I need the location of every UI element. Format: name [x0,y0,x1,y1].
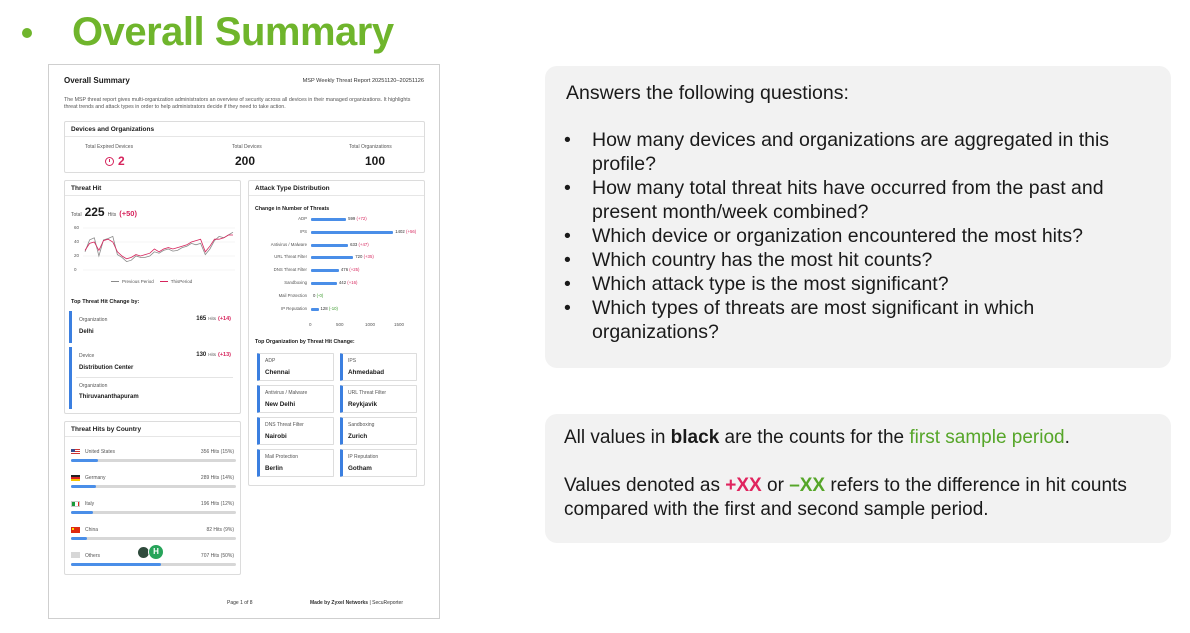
attack-value: 476 (+25) [340,267,360,273]
top-device-label: Device [79,353,95,359]
total-value: 225 [84,205,105,219]
country-name: Italy [85,501,95,507]
question-item: • How many total threat hits have occurred from the past and present month/week combined? [564,176,1154,224]
attack-org-card: ADP Chennai [257,353,334,381]
attack-x-axis [309,322,405,330]
question-item: • Which attack type is the most significant? [564,272,1154,296]
top-device-hits-label: Hits [208,352,216,357]
attack-bar [311,308,319,311]
top-org-hits-group [196,316,231,322]
bullet-dot [22,28,32,38]
country-value: 356 Hits (15%) [200,449,234,455]
notes-box [545,414,1171,543]
germany-flag-icon [71,475,80,481]
attack-type-label: Sandboxing [284,280,307,285]
y-tick: 20 [74,253,80,258]
top-device-hits: 130 [196,352,207,358]
series-line-previous-period [85,232,233,261]
attack-value: 720 (+35) [355,254,374,260]
top-org-hits-label: Hits [208,316,216,321]
question-item: • Which country has the most hit counts? [564,248,1154,272]
legend-prev: Previous Period [122,279,154,284]
expired-label: Total Expired Devices [85,144,134,150]
us-flag-icon [71,449,80,455]
devices-panel [64,121,425,173]
country-name: United States [85,449,116,455]
report-subtitle: MSP Weekly Threat Report 20251120–20251126 [302,77,424,84]
y-tick: 0 [74,267,77,272]
top-device-change: (+13) [218,352,231,358]
question-item: • How many devices and organizations are aggregated in this profile? [564,128,1154,176]
chart-legend [111,279,192,284]
attack-org-card: IP Reputation Gotham [340,449,417,477]
devices-value: 200 [235,154,256,168]
threat-hit-title: Threat Hit [65,181,240,196]
italy-flag-icon [71,501,80,507]
avatar: H [148,544,164,560]
report-page-number: Page 1 of 8 [227,600,253,606]
note-diff-values: Values denoted as +XX or –XX refers to the difference in hit counts compared with the first and second sample period. [564,475,1127,520]
country-bar-fill [71,563,161,566]
attack-org-card: URL Threat Filter Reykjavik [340,385,417,413]
attack-value: 442 (+16) [338,280,358,285]
top-org-box [69,311,237,343]
country-bar-fill [71,459,98,462]
questions-intro: Answers the following questions: [566,82,849,104]
attack-value: 599 (+72) [348,216,367,221]
country-bar-fill [71,511,93,514]
slide-header [14,10,394,55]
devices-label: Total Devices [232,144,262,150]
x-tick: 0 [309,322,312,327]
country-bar-fill [71,537,87,540]
country-bar [71,537,236,540]
top-org-hits: 165 [196,316,207,322]
country-name: Others [85,553,101,559]
attack-value: 633 (+47) [350,241,369,247]
orgs-label: Total Organizations [349,144,392,150]
country-bar [71,459,236,462]
country-bar [71,511,236,514]
attack-value: 1402 (+56) [395,228,417,234]
attack-value: 128 (-10) [320,305,338,311]
country-title: Threat Hits by Country [65,422,240,437]
expired-value: 2 [118,154,125,168]
device-org-label: Organization [79,383,108,389]
note-black-values: All values in black are the counts for the first sample period. [564,427,1070,448]
legend-this: ThisPeriod [170,279,193,284]
attack-change-label: Change in Number of Threats [255,206,330,212]
top-change-label: Top Threat Hit Change by: [71,299,140,305]
country-name: Germany [85,475,106,481]
top-org-value: Delhi [79,329,94,335]
threat-hit-panel [64,180,241,414]
expired-value-group [105,154,125,168]
attack-type-label: IP Reputation [281,305,307,311]
report-description: The MSP threat report gives multi-organization administrators an overview of security across all devices in their managed organizations. It highlights threat trends and attack types in order to help administrators decide if they need to take action. [64,97,411,111]
country-value: 196 Hits (12%) [200,501,234,507]
country-value: 289 Hits (14%) [200,475,234,481]
country-bar [71,485,236,488]
hits-label: Hits [107,212,117,218]
y-tick: 60 [74,225,80,230]
total-label: Total [71,212,82,218]
country-value: 82 Hits (9%) [206,527,234,533]
report-footer-brand: Made by Zyxel Networks | SecuReporter [310,600,404,606]
questions-list [564,128,1154,344]
avatar-group[interactable] [137,544,167,560]
y-tick: 40 [74,239,80,244]
x-tick: 1000 [365,322,376,327]
question-item: • Which types of threats are most significant in which organizations? [564,296,1154,344]
report-title: Overall Summary [64,76,130,85]
top-device-value: Distribution Center [79,365,134,371]
x-tick: 1500 [394,322,405,327]
attack-org-card: Mail Protection Berlin [257,449,334,477]
attack-org-card: DNS Threat Filter Nairobi [257,417,334,445]
china-flag-icon [71,527,80,533]
attack-org-card: Sandboxing Zurich [340,417,417,445]
top-device-hits-group [196,352,231,358]
report-header [64,76,424,85]
attack-type-label: IPS [300,228,307,234]
devices-panel-title: Devices and Organizations [65,122,424,137]
attack-type-label: URL Threat Filter [274,254,307,260]
top-org-by-change-label: Top Organization by Threat Hit Change: [255,339,355,345]
attack-type-label: Mail Protection [278,292,307,298]
top-device-box [69,347,237,409]
threat-total [71,205,137,219]
attack-bar [311,269,339,272]
report-page [48,64,440,619]
legend-this-swatch [160,281,168,282]
country-bar [71,563,236,566]
country-value: 707 Hits (50%) [200,553,234,559]
device-org-value: Thiruvananthapuram [79,394,139,400]
questions-box [545,66,1171,368]
slide-title: Overall Summary [72,10,394,54]
attack-org-card: Antivirus / Malware New Delhi [257,385,334,413]
attack-title: Attack Type Distribution [249,181,424,196]
attack-type-label: DNS Threat Filter [273,267,307,273]
attack-bar [311,231,393,234]
attack-panel [248,180,425,486]
attack-bar [311,256,353,259]
orgs-value: 100 [365,154,386,168]
legend-prev-swatch [111,281,119,282]
question-item: • Which device or organization encountered the most hits? [564,224,1154,248]
country-panel [64,421,241,575]
threat-line-chart [83,225,235,275]
clock-icon [105,157,114,166]
divider [76,377,233,378]
attack-bar [311,282,337,285]
total-change: (+50) [119,209,137,218]
attack-type-label: ADP [298,216,307,221]
attack-org-card: IPS Ahmedabad [340,353,417,381]
attack-type-label: Antivirus / Malware [270,241,307,247]
attack-bar-chart [249,181,426,341]
others-flag-icon [71,552,80,558]
top-org-label: Organization [79,317,108,323]
top-org-change: (+14) [218,316,231,322]
country-name: China [85,527,99,533]
attack-bar [311,218,346,221]
attack-bar [311,244,348,247]
country-bar-fill [71,485,96,488]
x-tick: 500 [336,322,344,327]
attack-value: 0 (-0) [313,292,324,298]
